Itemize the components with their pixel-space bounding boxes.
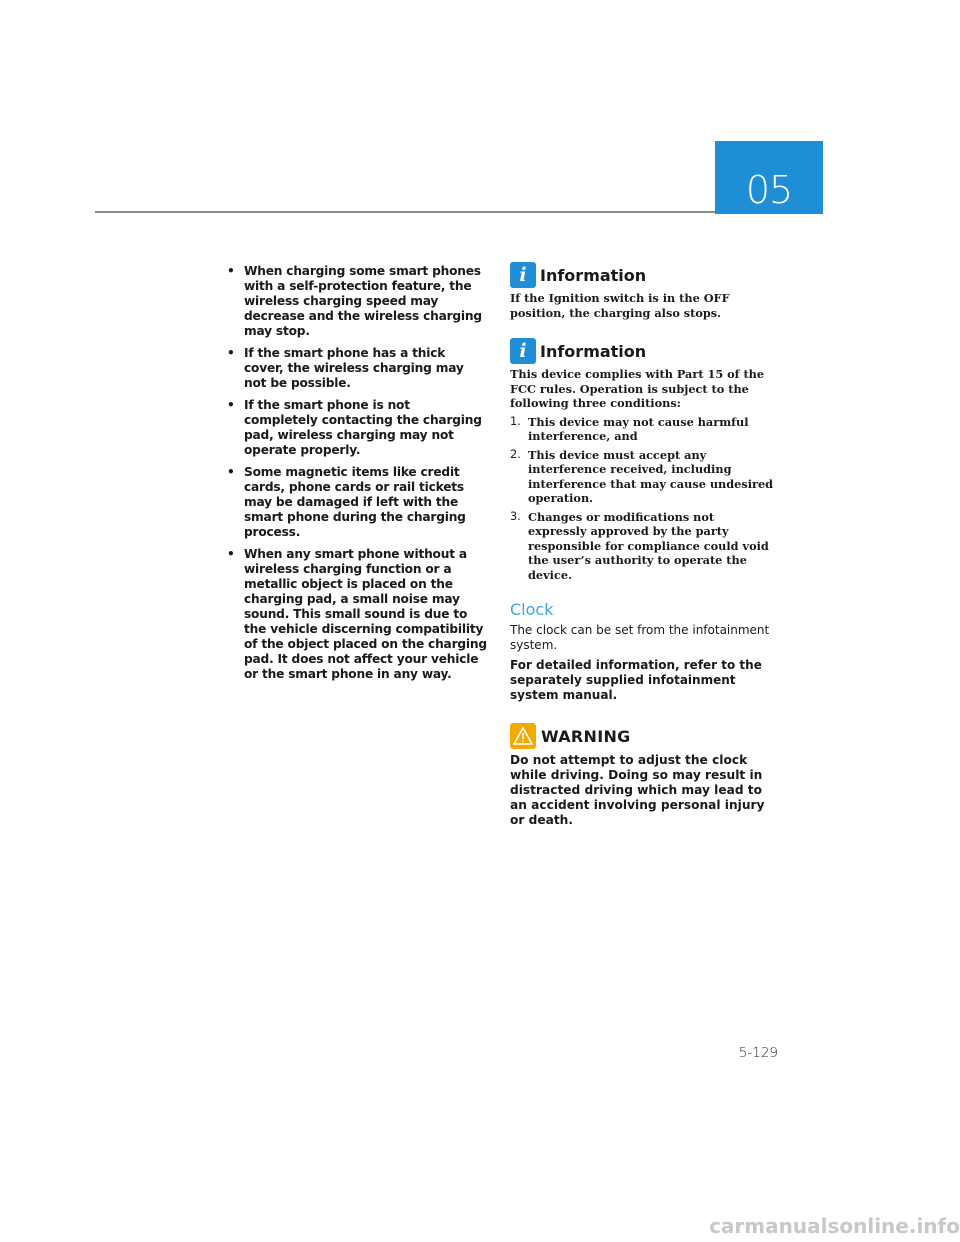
list-item — [227, 465, 487, 540]
bullet-text: If the smart phone has a thick cover, the wireless charging may not be possible. — [244, 346, 464, 390]
information-text: If the Ignition switch is in the OFF position, the charging also stops. — [510, 291, 730, 320]
information-text: This device complies with Part 15 of the FCC rules. Operation is subject to the following three conditions: — [510, 367, 765, 410]
item-text: This device may not cause harmful interference, and — [528, 414, 749, 443]
warning-icon — [510, 723, 536, 749]
bullet-dot: • — [227, 465, 235, 479]
bullet-text: Some magnetic items like credit cards, phone cards or rail tickets may be damaged if left with the smart phone during the charging process. — [244, 465, 466, 539]
item-number: 1. — [510, 414, 521, 428]
page-number: 5-129 — [738, 1045, 778, 1061]
list-item — [227, 547, 487, 682]
info-icon: i — [510, 338, 536, 364]
bullet-dot: • — [227, 264, 235, 278]
left-column — [227, 264, 487, 689]
information-box-fcc — [510, 338, 775, 582]
information-header — [510, 338, 775, 364]
watermark: carmanualsonline.info — [709, 1214, 960, 1238]
item-text: This device must accept any interference received, including interference that may cause undesired operation. — [528, 447, 774, 505]
clock-reference-text: For detailed information, refer to the separately supplied infotainment system manual. — [510, 658, 762, 702]
bullet-text: When any smart phone without a wireless charging function or a metallic object is placed on the charging pad, a small noise may sound. This small sound is due to the vehicle discerning compatibility of the object placed on the charging pad. It does not affect your vehicle or the smart phone in any way. — [244, 547, 487, 681]
list-item — [510, 448, 775, 506]
warning-title: WARNING — [541, 726, 631, 746]
item-number: 3. — [510, 509, 521, 523]
bullet-dot: • — [227, 547, 235, 561]
bullet-dot: • — [227, 398, 235, 412]
bullet-text: If the smart phone is not completely contacting the charging pad, wireless charging may not operate properly. — [244, 398, 482, 457]
clock-text: The clock can be set from the infotainment system. — [510, 623, 770, 652]
item-text: Changes or modifications not expressly approved by the party responsible for compliance could void the user’s authority to operate the device. — [528, 509, 769, 582]
list-item — [227, 264, 487, 339]
warning-header — [510, 723, 775, 749]
item-number: 2. — [510, 447, 521, 461]
numbered-list — [510, 415, 775, 583]
list-item — [227, 346, 487, 391]
information-title: Information — [540, 341, 647, 361]
header-rule — [95, 211, 715, 213]
bullet-dot: • — [227, 346, 235, 360]
information-header — [510, 262, 775, 288]
info-icon: i — [510, 262, 536, 288]
information-title: Information — [540, 265, 647, 285]
list-item — [510, 510, 775, 583]
list-item — [227, 398, 487, 458]
section-heading-clock: Clock — [510, 600, 554, 619]
warning-box — [510, 723, 775, 828]
chapter-number: 05 — [745, 167, 793, 212]
information-box-ignition — [510, 262, 775, 320]
list-item — [510, 415, 775, 444]
chapter-tab — [715, 141, 823, 214]
bullet-list — [227, 264, 487, 682]
right-column — [510, 262, 775, 828]
bullet-text: When charging some smart phones with a self-protection feature, the wireless charging speed may decrease and the wireless charging may stop. — [244, 264, 482, 338]
warning-text: Do not attempt to adjust the clock while driving. Doing so may result in distracted driving which may lead to an accident involving personal injury or death. — [510, 753, 765, 827]
